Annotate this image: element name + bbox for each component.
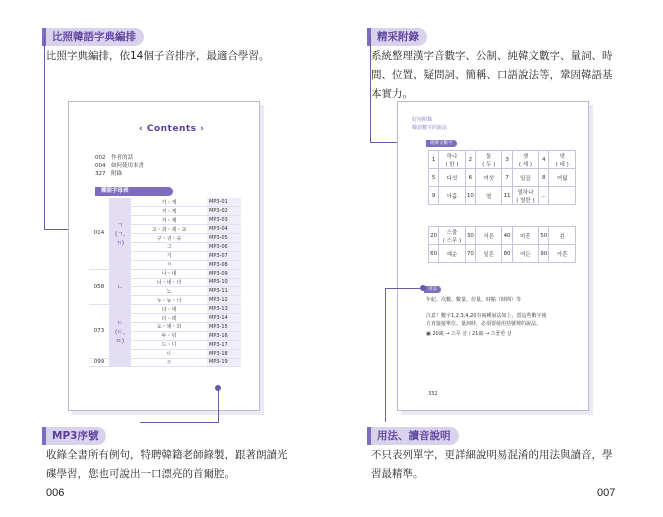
mp3-cell: MP3-04 bbox=[207, 225, 241, 234]
consonant-cell: ㄹ bbox=[131, 358, 207, 367]
mp3-cell: MP3-03 bbox=[207, 216, 241, 225]
table-row bbox=[429, 227, 576, 245]
feature-tag-usage: 用法、讀音說明 bbox=[371, 427, 459, 445]
callout-line-right-bottom-h bbox=[385, 288, 422, 289]
toc-page: 004 bbox=[95, 163, 106, 169]
number-cell: 6 bbox=[465, 169, 475, 187]
number-cell: 60 bbox=[429, 245, 439, 263]
mp3-cell: MP3-14 bbox=[207, 314, 241, 323]
feature-tag-appendix: 精采附錄 bbox=[371, 28, 427, 46]
usage-note-1: 注意！數字1,2,3,4,20有兩種說法如上，當這些數字後 bbox=[426, 313, 547, 319]
mp3-cell: MP3-11 bbox=[207, 287, 241, 296]
usage-example: ▣ 20歲 → 스무 살 / 21歲 → 스물한 살 bbox=[426, 331, 512, 337]
usage-tag: 用法 bbox=[424, 286, 441, 293]
consonant-cell: 누・뉴・늬 bbox=[131, 296, 207, 305]
number-cell: 2 bbox=[465, 151, 475, 169]
number-cell: 7 bbox=[502, 169, 512, 187]
korean-cell: 서른 bbox=[475, 227, 502, 245]
number-cell: 30 bbox=[465, 227, 475, 245]
mp3-cell: MP3-08 bbox=[207, 260, 241, 269]
korean-cell: 열 bbox=[475, 187, 502, 205]
callout-line-left-bottom bbox=[218, 388, 219, 422]
mp3-cell: MP3-06 bbox=[207, 242, 241, 251]
toc-label: 附錄 bbox=[111, 171, 123, 177]
appendix-header-2: 韓語數字的說法 bbox=[412, 125, 448, 131]
korean-cell: 넷 ( 네 ) bbox=[549, 151, 576, 169]
consonant-cell: 그 bbox=[131, 242, 207, 251]
appendix-header-1: 好用附錄 bbox=[412, 117, 433, 123]
toc-item bbox=[95, 154, 144, 162]
mp3-cell: MP3-13 bbox=[207, 305, 241, 314]
table-row bbox=[89, 269, 241, 278]
feature-text-dictionary-order: 比照字典編排，依14個子音排序，最適合學習。 bbox=[46, 50, 270, 62]
table-row bbox=[429, 187, 576, 205]
feature-tag-dictionary-order: 比照韓語字典編排 bbox=[46, 28, 144, 46]
korean-cell: 열하나 ( 열한 ) bbox=[512, 187, 539, 205]
group-label: ㄱ (ㄱ,ㄲ) bbox=[109, 198, 131, 269]
group-page: 073 bbox=[89, 305, 109, 358]
mp3-cell: MP3-18 bbox=[207, 349, 241, 358]
mini-page-number: 332 bbox=[428, 391, 438, 397]
feature-text-mp3-line1: 收錄全書所有例句，特聘韓籍老師錄製，跟著朗讀光 bbox=[46, 449, 288, 461]
number-cell: 40 bbox=[502, 227, 512, 245]
native-numbers-table-1 bbox=[428, 150, 576, 205]
table-row bbox=[429, 151, 576, 169]
consonant-cell: 거・게 bbox=[131, 207, 207, 216]
consonant-cell: 가・개 bbox=[131, 198, 207, 207]
number-cell: 80 bbox=[502, 245, 512, 263]
korean-cell: 예순 bbox=[439, 245, 466, 263]
number-cell: 11 bbox=[502, 187, 512, 205]
group-label: ㄷ (ㄷ,ㄸ) bbox=[109, 305, 131, 358]
group-label bbox=[109, 358, 131, 367]
table-row bbox=[89, 305, 241, 314]
consonant-cell: ㄲ bbox=[131, 260, 207, 269]
feature-text-appendix-line1: 系統整理漢字音數字、公制、純韓文數字、量詞、時 bbox=[371, 50, 613, 62]
table-row bbox=[429, 245, 576, 263]
feature-tag-mp3: MP3序號 bbox=[46, 427, 106, 445]
alphabet-table bbox=[89, 198, 241, 367]
contents-title: ‹ Contents › bbox=[139, 124, 205, 134]
table-row bbox=[89, 358, 241, 367]
korean-cell bbox=[549, 187, 576, 205]
usage-note-2: 方直接接單位、量詞時，必須要使用括號裡的說法。 bbox=[426, 321, 542, 327]
usage-line: 年紀、次數、數量、份量、時點（時間）等 bbox=[426, 297, 522, 303]
number-cell: 9 bbox=[429, 187, 439, 205]
number-cell: 90 bbox=[539, 245, 549, 263]
consonant-cell: 너・네・녀 bbox=[131, 278, 207, 287]
callout-line-right-bottom bbox=[385, 288, 386, 422]
mini-page-contents bbox=[68, 101, 260, 411]
korean-cell: 다섯 bbox=[439, 169, 466, 187]
consonant-cell: 나・내 bbox=[131, 269, 207, 278]
mp3-cell: MP3-17 bbox=[207, 340, 241, 349]
number-cell: 70 bbox=[465, 245, 475, 263]
korean-cell: 여섯 bbox=[475, 169, 502, 187]
native-numbers-table-2 bbox=[428, 226, 576, 263]
number-cell: 5 bbox=[429, 169, 439, 187]
feature-text-appendix-line3: 本實力。 bbox=[371, 88, 413, 100]
korean-cell: 둘 ( 두 ) bbox=[475, 151, 502, 169]
mp3-cell: MP3-15 bbox=[207, 322, 241, 331]
toc-item bbox=[95, 162, 144, 170]
consonant-cell: 더・데 bbox=[131, 314, 207, 323]
korean-cell: 하나 ( 한 ) bbox=[439, 151, 466, 169]
feature-text-usage-line2: 習最精準。 bbox=[371, 468, 424, 480]
toc-list bbox=[95, 154, 144, 178]
callout-line-left-top bbox=[44, 36, 45, 229]
toc-page: 002 bbox=[95, 155, 106, 161]
toc-label: 作者的話 bbox=[111, 155, 134, 161]
toc-page: 327 bbox=[95, 171, 106, 177]
consonant-cell: 기 bbox=[131, 251, 207, 260]
table-row bbox=[89, 198, 241, 207]
callout-line-left-bottom-h bbox=[140, 422, 219, 423]
mp3-cell: MP3-07 bbox=[207, 251, 241, 260]
number-cell: ... bbox=[539, 187, 549, 205]
number-cell: 4 bbox=[539, 151, 549, 169]
mp3-cell: MP3-10 bbox=[207, 278, 241, 287]
korean-cell: 여덟 bbox=[549, 169, 576, 187]
section-tag-native-numbers: 純韓文數字 bbox=[426, 140, 457, 147]
number-cell: 1 bbox=[429, 151, 439, 169]
feature-text-usage-line1: 不只表列單字，更詳細說明易混淆的用法與讀音，學 bbox=[371, 449, 613, 461]
mp3-cell: MP3-05 bbox=[207, 234, 241, 243]
korean-cell: 스물 ( 스무 ) bbox=[439, 227, 466, 245]
mp3-cell: MP3-02 bbox=[207, 207, 241, 216]
group-page: 058 bbox=[89, 269, 109, 305]
toc-label: 如何使用本書 bbox=[111, 163, 145, 169]
consonant-cell: 노 bbox=[131, 287, 207, 296]
korean-cell: 일곱 bbox=[512, 169, 539, 187]
group-page: 099 bbox=[89, 358, 109, 367]
korean-cell: 마흔 bbox=[512, 227, 539, 245]
number-cell: 50 bbox=[539, 227, 549, 245]
group-page: 014 bbox=[89, 198, 109, 269]
section-band-alphabet: 韓語字母表 bbox=[95, 187, 173, 196]
consonant-cell: ㄸ bbox=[131, 349, 207, 358]
number-cell: 3 bbox=[502, 151, 512, 169]
number-cell: 8 bbox=[539, 169, 549, 187]
number-cell: 10 bbox=[465, 187, 475, 205]
callout-dot-right-bottom bbox=[420, 285, 426, 291]
mp3-cell: MP3-01 bbox=[207, 198, 241, 207]
mp3-cell: MP3-09 bbox=[207, 269, 241, 278]
korean-cell: 셋 ( 세 ) bbox=[512, 151, 539, 169]
consonant-cell: 두・뒤 bbox=[131, 331, 207, 340]
toc-item bbox=[95, 170, 144, 178]
callout-dot-left-bottom bbox=[215, 385, 221, 391]
consonant-cell: 드・디 bbox=[131, 340, 207, 349]
consonant-cell: 구・귀・규 bbox=[131, 234, 207, 243]
consonant-cell: 다・대 bbox=[131, 305, 207, 314]
korean-cell: 아흔 bbox=[549, 245, 576, 263]
mini-page-appendix bbox=[397, 101, 589, 411]
callout-line-right-top bbox=[370, 36, 371, 142]
table-row bbox=[429, 169, 576, 187]
mp3-cell: MP3-16 bbox=[207, 331, 241, 340]
korean-cell: 일흔 bbox=[475, 245, 502, 263]
consonant-cell: 고・과・궤・교 bbox=[131, 225, 207, 234]
feature-text-mp3-line2: 碟學習，您也可說出一口漂亮的首爾腔。 bbox=[46, 468, 235, 480]
korean-cell: 아홉 bbox=[439, 187, 466, 205]
number-cell: 20 bbox=[429, 227, 439, 245]
consonant-cell: 도・돼・되 bbox=[131, 322, 207, 331]
mp3-cell: MP3-12 bbox=[207, 296, 241, 305]
consonant-cell: 겨・계 bbox=[131, 216, 207, 225]
korean-cell: 여든 bbox=[512, 245, 539, 263]
page-number-right: 007 bbox=[597, 487, 616, 499]
mp3-cell: MP3-19 bbox=[207, 358, 241, 367]
korean-cell: 쉰 bbox=[549, 227, 576, 245]
group-label: ㄴ bbox=[109, 269, 131, 305]
feature-text-appendix-line2: 間、位置、疑問詞、簡稱、口語說法等，鞏固韓語基 bbox=[371, 69, 613, 81]
page-number-left: 006 bbox=[46, 487, 65, 499]
